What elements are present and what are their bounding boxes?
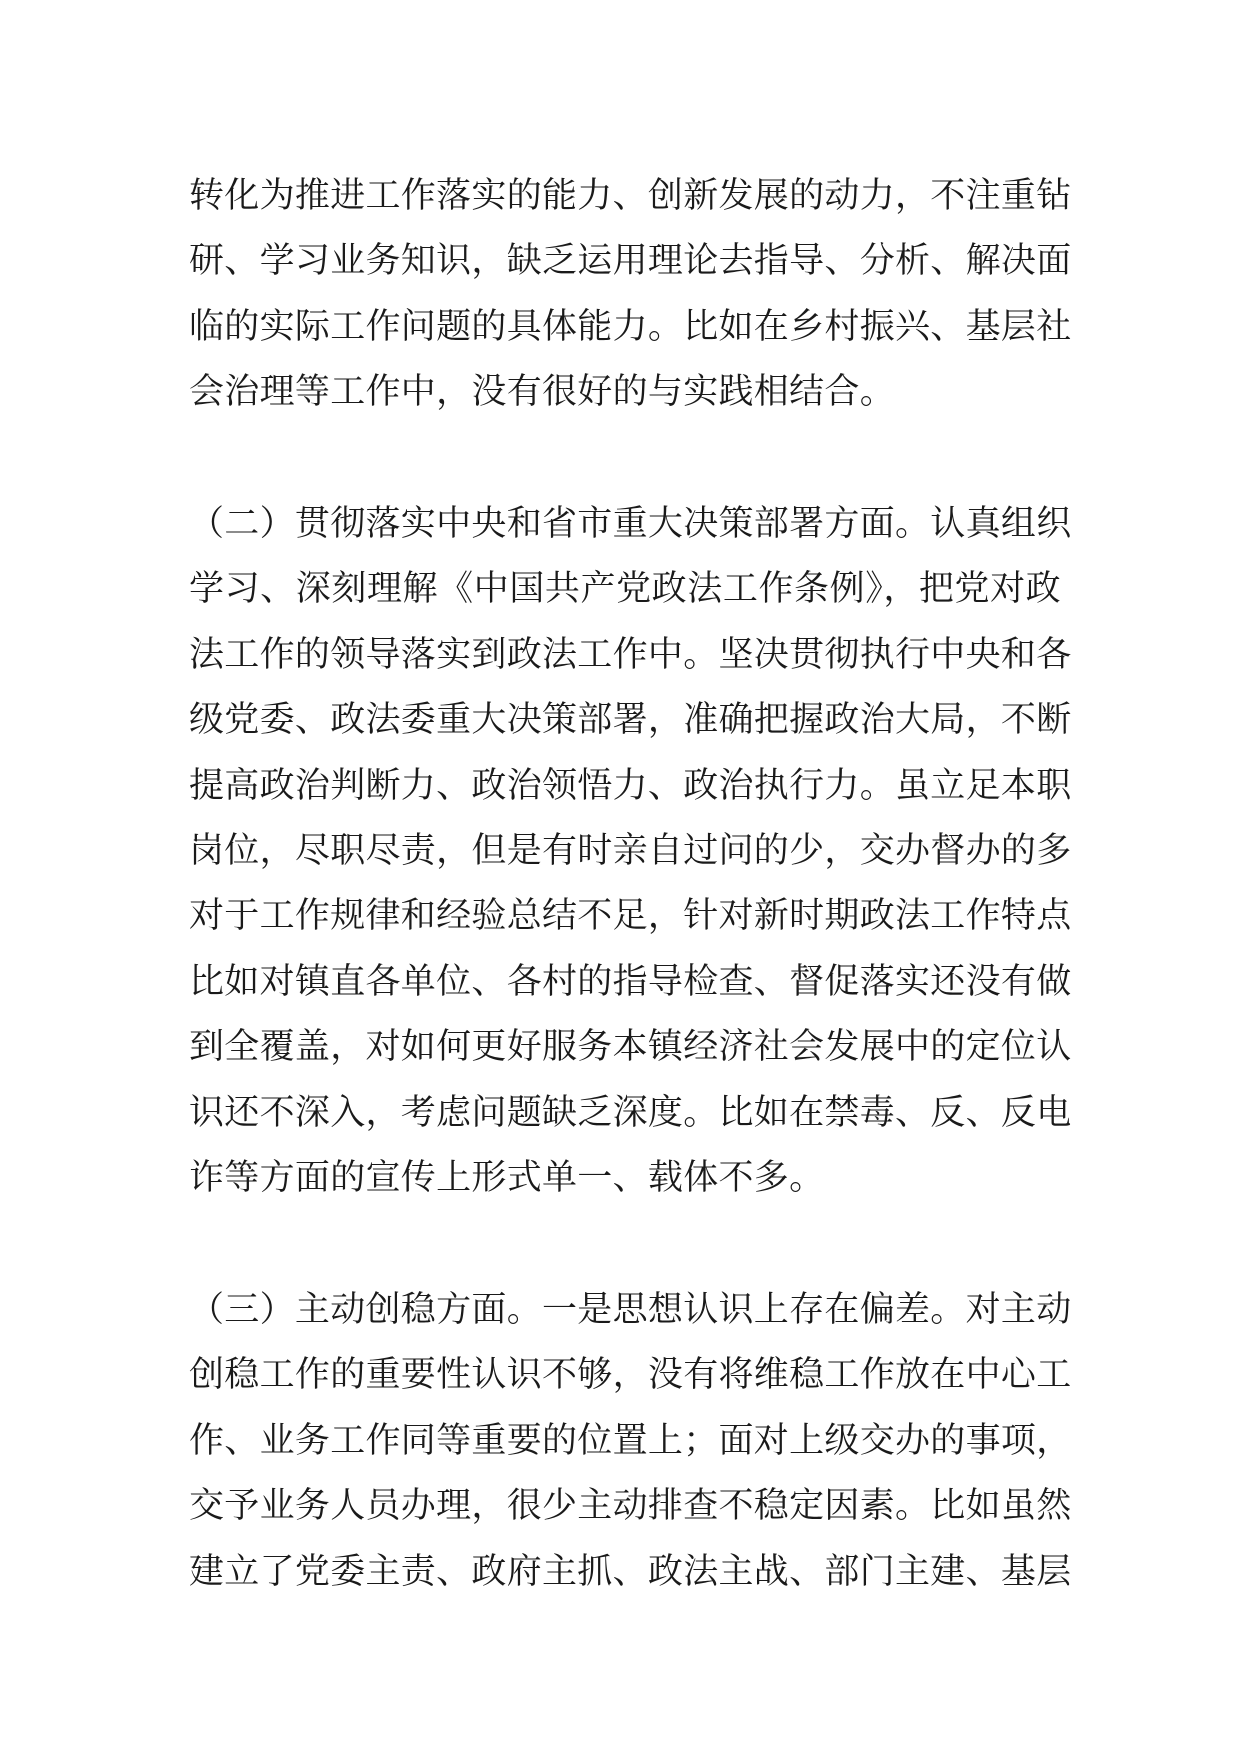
paragraph-line: 岗位，尽职尽责，但是有时亲自过问的少，交办督办的多 xyxy=(189,830,1072,871)
paragraph-line: 作、业务工作同等重要的位置上；面对上级交办的事项， xyxy=(189,1420,1072,1461)
paragraph-line: 提高政治判断力、政治领悟力、政治执行力。虽立足本职 xyxy=(189,765,1072,806)
paragraph-line: 学习、深刻理解《中国共产党政法工作条例》，把党对政 xyxy=(189,569,1061,610)
paragraph-line: 创稳工作的重要性认识不够，没有将维稳工作放在中心工 xyxy=(189,1355,1072,1396)
paragraph-line: 比如对镇直各单位、各村的指导检查、督促落实还没有做 xyxy=(189,961,1072,1002)
paragraph-line: 临的实际工作问题的具体能力。比如在乡村振兴、基层社 xyxy=(189,306,1072,347)
paragraph-line: 对于工作规律和经验总结不足，针对新时期政法工作特点 xyxy=(189,896,1072,937)
paragraph-line: （二）贯彻落实中央和省市重大决策部署方面。认真组织 xyxy=(189,504,1072,544)
paragraph-line: 研、学习业务知识，缺乏运用理论去指导、分析、解决面 xyxy=(189,241,1072,282)
paragraph-line: 诈等方面的宣传上形式单一、载体不多。 xyxy=(189,1157,825,1198)
paragraph-line: （三）主动创稳方面。一是思想认识上存在偏差。对主动 xyxy=(189,1290,1072,1330)
paragraph-line: 到全覆盖，对如何更好服务本镇经济社会发展中的定位认 xyxy=(189,1027,1072,1068)
paragraph-line: 识还不深入，考虑问题缺乏深度。比如在禁毒、反、反电 xyxy=(189,1092,1072,1133)
paragraph-2 xyxy=(189,492,1072,1211)
paragraph-1 xyxy=(189,164,1072,426)
paragraph-line: 交予业务人员办理，很少主动排查不稳定因素。比如虽然 xyxy=(189,1486,1072,1527)
paragraph-line: 建立了党委主责、政府主抓、政法主战、部门主建、基层 xyxy=(189,1551,1072,1592)
paragraph-line: 会治理等工作中，没有很好的与实践相结合。 xyxy=(189,372,896,413)
paragraph-line: 转化为推进工作落实的能力、创新发展的动力，不注重钻 xyxy=(189,176,1072,216)
paragraph-3 xyxy=(189,1278,1072,1605)
paragraph-line: 法工作的领导落实到政法工作中。坚决贯彻执行中央和各 xyxy=(189,634,1072,675)
paragraph-line: 级党委、政法委重大决策部署，准确把握政治大局，不断 xyxy=(189,700,1072,741)
